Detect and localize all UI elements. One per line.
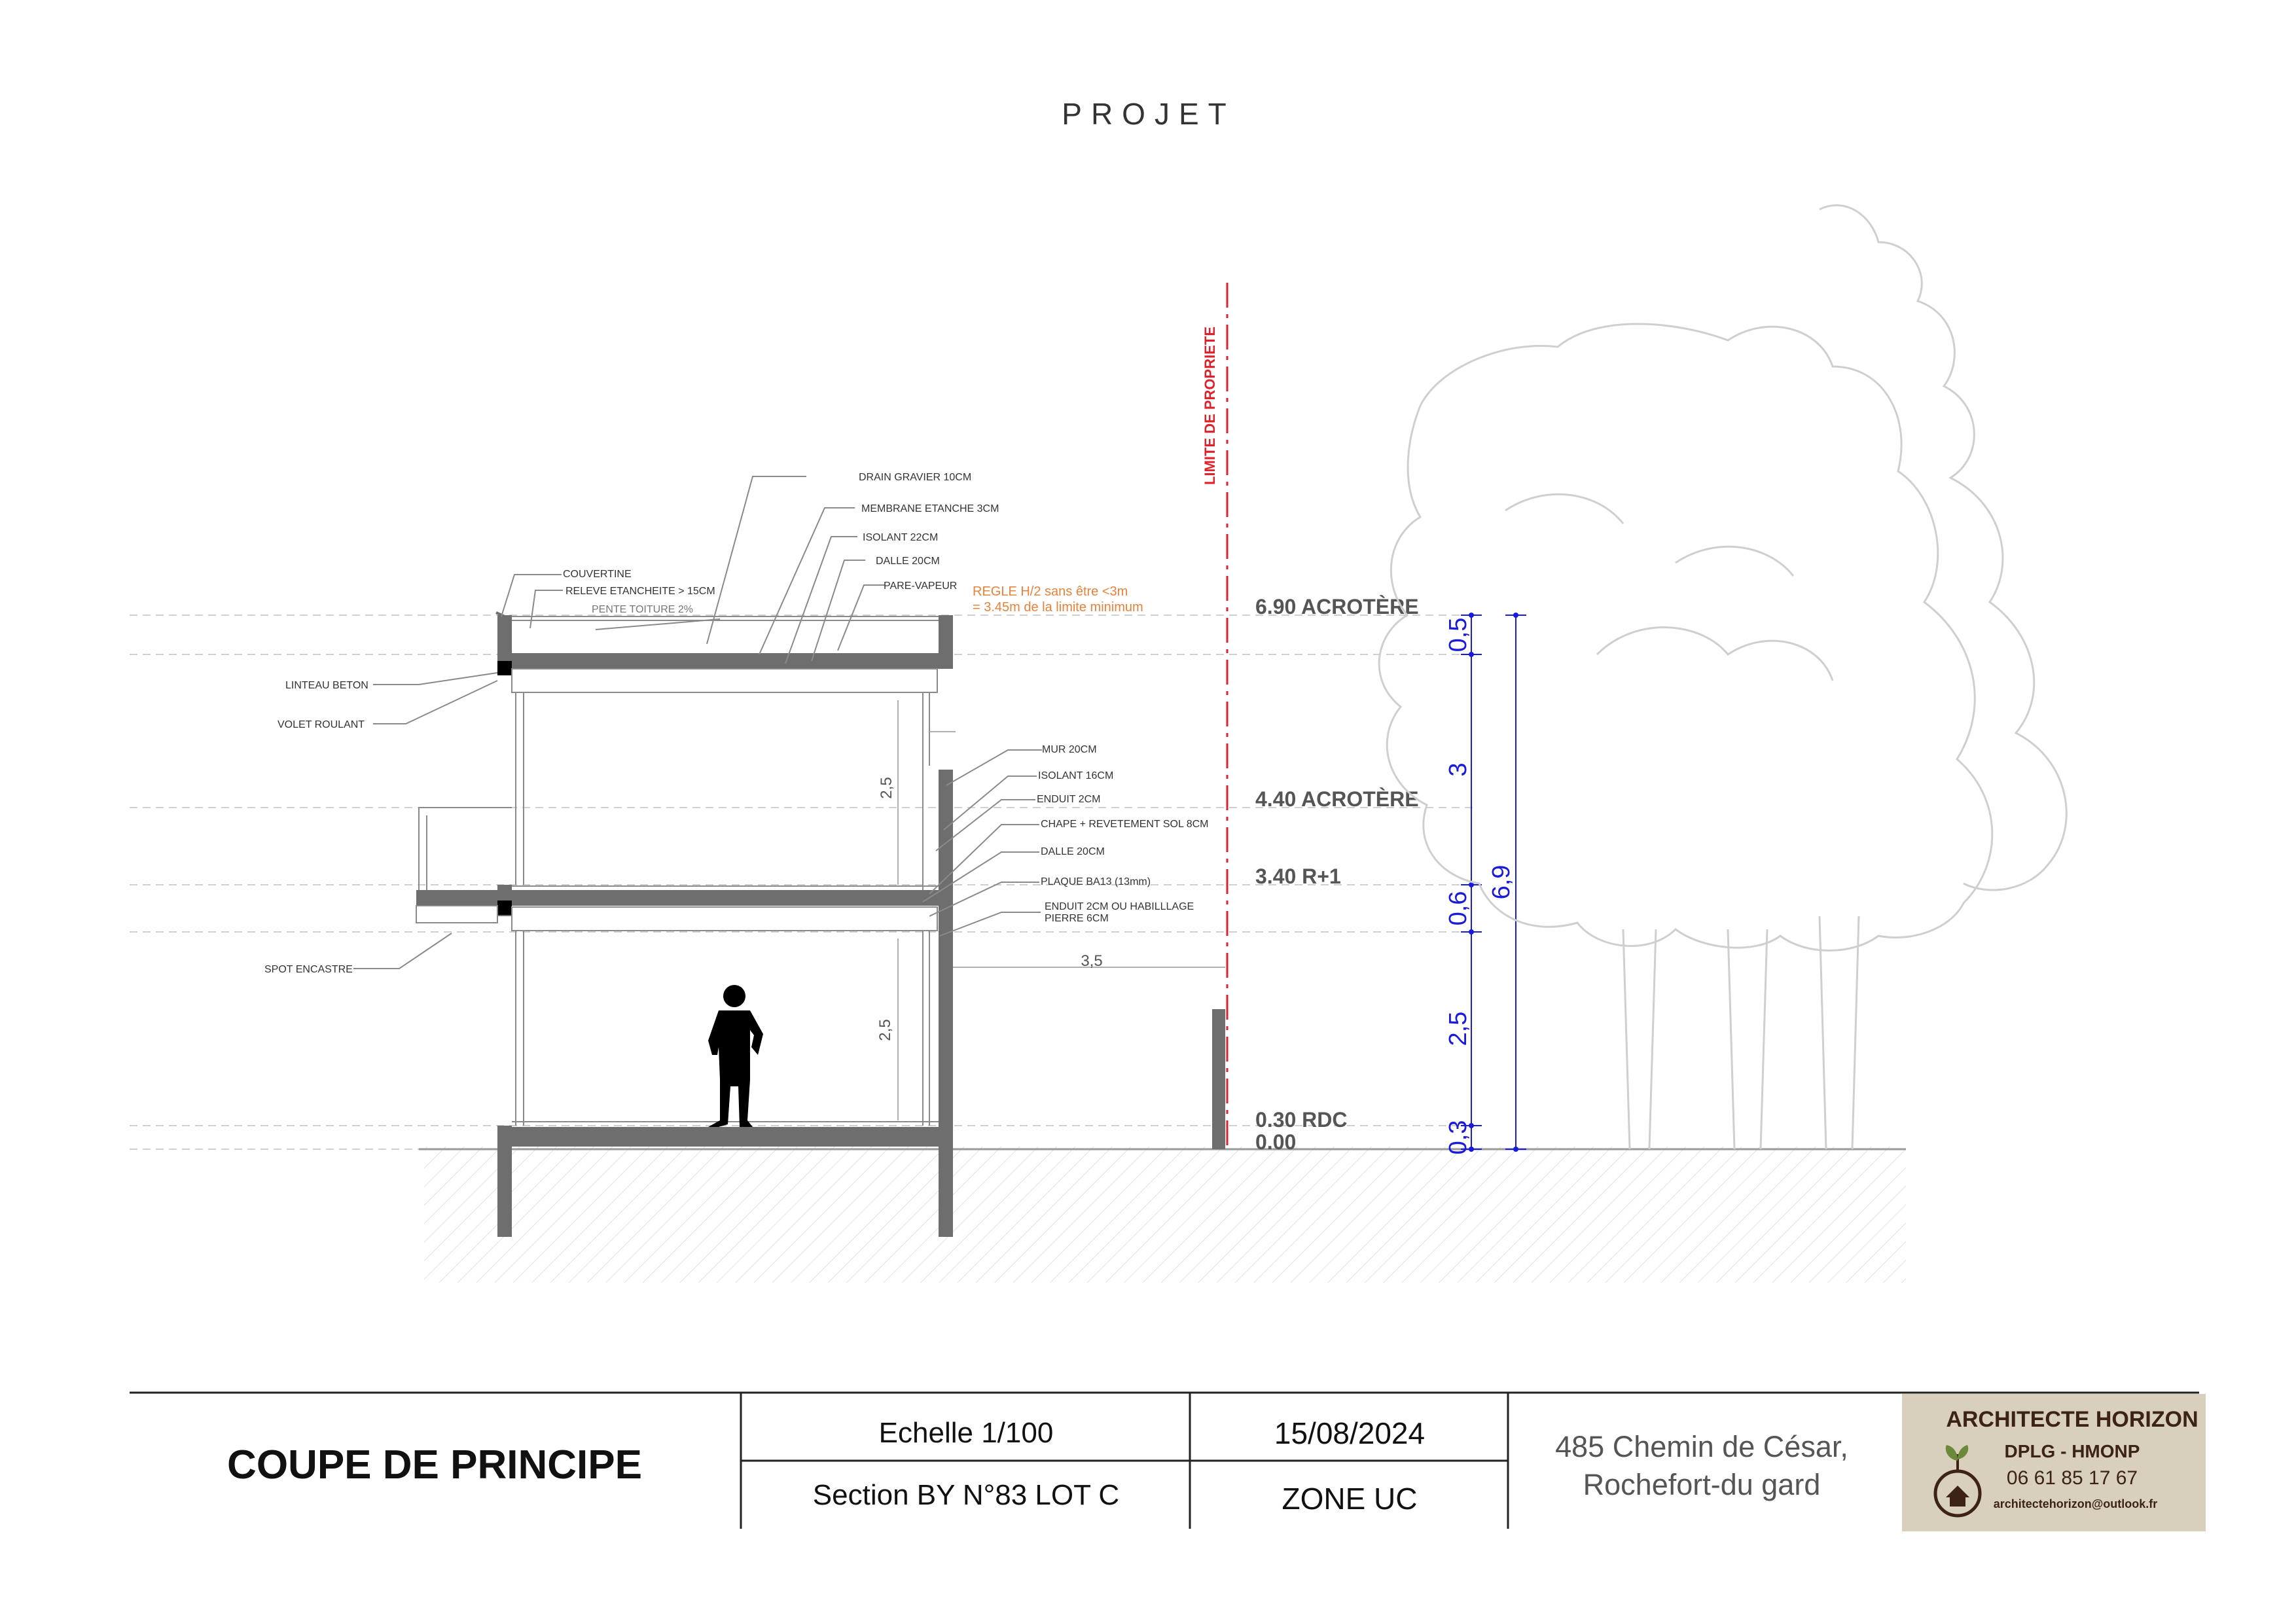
rule-note-line1: REGLE H/2 sans être <3m [973, 584, 1128, 599]
building-finishes [416, 616, 939, 1126]
label-membrane: MEMBRANE ETANCHE 3CM [861, 503, 999, 514]
building-section [416, 615, 953, 1237]
lintel-floor [497, 901, 512, 915]
dim-total: 6,9 [1488, 865, 1515, 900]
cartouche-address [1512, 1407, 1892, 1525]
label-volet: VOLET ROULANT [278, 719, 365, 730]
foundation-right [939, 1127, 953, 1237]
level-acrotere: 4.40 ACROTÈRE [1255, 787, 1419, 811]
cartouche-date: 15/08/2024 [1274, 1416, 1426, 1450]
level-ground: 0.00 [1255, 1130, 1297, 1154]
foundation-left [497, 1127, 512, 1237]
label-releve: RELEVE ETANCHEITE > 15CM [565, 586, 715, 597]
label-pente: PENTE TOITURE 2% [592, 604, 693, 615]
parapet-right [939, 615, 953, 669]
label-couvertine: COUVERTINE [563, 569, 632, 580]
cartouche-section: Section BY N°83 LOT C [812, 1479, 1120, 1511]
wall-left-lower [497, 1126, 512, 1135]
label-pare-vapeur: PARE-VAPEUR [884, 580, 958, 592]
firm-title: DPLG - HMONP [2004, 1441, 2140, 1461]
header-title: PROJET [1062, 97, 1236, 131]
rule-note-line2: = 3.45m de la limite minimum [973, 600, 1143, 615]
label-enduit-pierre-1: ENDUIT 2CM OU HABILLLAGE [1045, 901, 1194, 912]
tree-illustration [1379, 205, 2066, 1149]
floor-slab-r1 [416, 890, 953, 906]
level-acrotere-top: 6.90 ACROTÈRE [1255, 595, 1419, 618]
firm-phone: 06 61 85 17 67 [2006, 1467, 2138, 1489]
label-dalle: DALLE 20CM [1041, 846, 1105, 857]
dim-chain-4: 0,3 [1444, 1120, 1472, 1155]
firm-email: architectehorizon@outlook.fr [1993, 1497, 2158, 1510]
dim-floor-lower: 2,5 [876, 1019, 894, 1041]
dim-chain-2: 0,6 [1444, 891, 1472, 926]
dim-chain-1: 3 [1444, 762, 1472, 777]
dim-chain-0: 0,5 [1444, 617, 1472, 652]
label-dalle-toit: DALLE 20CM [876, 556, 940, 567]
dim-floor-upper: 2,5 [878, 777, 895, 799]
parapet-left [497, 615, 512, 669]
address-line-2: Rochefort-du gard [1583, 1468, 1821, 1501]
boundary-wall [1212, 1009, 1225, 1149]
label-drain: DRAIN GRAVIER 10CM [859, 472, 972, 483]
lintel-roof [497, 661, 512, 675]
label-isolant-toit: ISOLANT 22CM [863, 532, 939, 543]
label-linteau: LINTEAU BETON [285, 680, 368, 691]
dim-distance-limit: 3,5 [1081, 952, 1103, 970]
address-line-1: 485 Chemin de César, [1555, 1430, 1848, 1463]
label-isolant-mur: ISOLANT 16CM [1038, 770, 1114, 781]
label-spot: SPOT ENCASTRE [264, 964, 353, 975]
cartouche-title: COUPE DE PRINCIPE [227, 1442, 642, 1488]
ground-slab [497, 1127, 953, 1147]
level-rdc: 0.30 RDC [1255, 1108, 1348, 1132]
level-r1: 3.40 R+1 [1255, 865, 1341, 888]
firm-logo-box [1902, 1394, 2206, 1531]
label-enduit: ENDUIT 2CM [1037, 794, 1101, 805]
label-mur: MUR 20CM [1042, 744, 1097, 755]
property-limit-label: LIMITE DE PROPRIETE [1202, 326, 1218, 486]
firm-name: ARCHITECTE HORIZON [1946, 1407, 2198, 1432]
roof-slab [497, 653, 953, 669]
label-plaque: PLAQUE BA13 (13mm) [1041, 876, 1151, 887]
human-silhouette [708, 985, 763, 1127]
label-enduit-pierre-2: PIERRE 6CM [1045, 913, 1109, 924]
label-chape: CHAPE + REVETEMENT SOL 8CM [1041, 819, 1209, 830]
dim-chain-3: 2,5 [1444, 1011, 1472, 1046]
ground-hatch [424, 1147, 1906, 1283]
cartouche-zone: ZONE UC [1282, 1482, 1418, 1516]
cartouche-scale: Echelle 1/100 [878, 1417, 1054, 1449]
